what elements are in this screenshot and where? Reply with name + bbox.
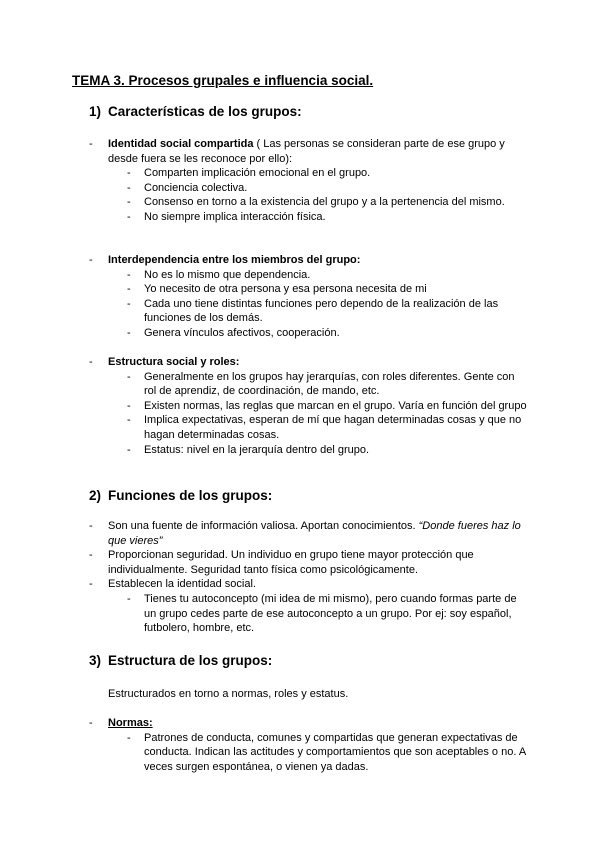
bullet-estructura-social: [89, 355, 529, 457]
sub-list-item: [89, 195, 529, 210]
bullet-dash: -: [127, 196, 131, 209]
funciones-list: [89, 519, 529, 636]
bullet-dash: -: [127, 268, 131, 281]
sub-item-text: Comparten implicación emocional en el grupo.: [144, 167, 371, 180]
sub-item-text: Conciencia colectiva.: [144, 181, 248, 194]
bullet-dash: -: [127, 443, 131, 456]
bullet-dash: -: [127, 731, 131, 744]
sub-list-item: [89, 443, 529, 458]
sub-list-item: [89, 370, 529, 399]
bullet-dash: -: [127, 370, 131, 383]
bullet-dash: -: [89, 254, 93, 266]
sub-item-text: No es lo mismo que dependencia.: [144, 268, 311, 281]
document-title: TEMA 3. Procesos grupales e influencia social.: [72, 73, 374, 88]
bullet-dash: -: [127, 167, 131, 180]
bullet-dash: -: [89, 138, 93, 150]
item-heading: Normas:: [108, 717, 153, 729]
bullet-dash: -: [89, 520, 93, 532]
section-heading-1: [89, 103, 302, 121]
list-item: [89, 577, 529, 592]
sub-item-text: Implica expectativas, esperan de mí que hagan determinadas cosas y que no hagan determinadas cosas.: [144, 414, 522, 441]
list-item: [89, 716, 529, 731]
item-text: Son una fuente de información valiosa. Aportan conocimientos.: [108, 520, 419, 532]
bullet-interdependencia: [89, 253, 529, 341]
sub-list-item: [89, 268, 529, 283]
sub-item-text: Tienes tu autoconcepto (mi idea de mi mismo), pero cuando formas parte de un grupo cedes parte de ese autoconcepto a un grupo. Por ej: soy español, futbolero, hombre, etc.: [144, 592, 517, 635]
bullet-dash: -: [89, 717, 93, 729]
item-text: ( Las personas se consideran parte de ese grupo y desde fuera se les reconoce por ello):: [108, 138, 505, 165]
section-heading-2: [89, 487, 272, 505]
sub-item-text: Existen normas, las reglas que marcan en el grupo. Varía en función del grupo: [144, 399, 527, 412]
sub-list-item: [89, 592, 529, 636]
sub-item-text: Genera vínculos afectivos, cooperación.: [144, 326, 340, 339]
sub-item-text: Yo necesito de otra persona y esa persona necesita de mi: [144, 283, 427, 296]
sub-item-text: No siempre implica interacción física.: [144, 210, 326, 223]
quote-text: “Donde fueres haz lo que vieres”: [108, 520, 521, 547]
bullet-dash: -: [89, 549, 93, 562]
sub-item-text: Cada uno tiene distintas funciones pero dependo de la realización de las funciones de los demás.: [144, 297, 499, 325]
list-item: [89, 137, 529, 166]
sub-list-item: [89, 297, 529, 326]
section-number: 1): [89, 104, 102, 119]
section-heading-3: [89, 652, 272, 670]
sub-list-item: [89, 326, 529, 341]
bullet-normas: [89, 716, 529, 774]
section-number: 2): [89, 488, 102, 503]
item-heading: Interdependencia entre los miembros del grupo:: [108, 254, 361, 266]
bullet-dash: -: [127, 181, 131, 194]
list-item: [89, 548, 529, 577]
item-text: Establecen la identidad social.: [108, 578, 256, 591]
sub-list-item: [89, 181, 529, 196]
sub-list-item: [89, 210, 529, 225]
bullet-dash: -: [89, 356, 93, 368]
sub-list-item: [89, 731, 529, 775]
sub-list-item: [89, 166, 529, 181]
bullet-dash: -: [127, 592, 131, 605]
bullet-dash: -: [127, 326, 131, 339]
item-heading: Identidad social compartida: [108, 138, 254, 150]
bullet-dash: -: [127, 283, 131, 296]
sub-item-text: Consenso en torno a la existencia del grupo y a la pertenencia del mismo.: [144, 196, 505, 209]
item-text: Proporcionan seguridad. Un individuo en grupo tiene mayor protección que individualmente. Seguridad tanto física como psicológicamente.: [108, 549, 474, 576]
sub-item-text: Generalmente en los grupos hay jerarquías, con roles diferentes. Gente con rol de aprendiz, de coordinación, de mando, etc.: [144, 370, 515, 398]
section-title: Características de los grupos:: [108, 104, 302, 119]
list-item: [89, 519, 529, 548]
sub-list-item: [89, 399, 529, 414]
list-item: [89, 355, 529, 370]
sub-item-text: Patrones de conducta, comunes y compartidas que generan expectativas de conducta. Indican las actitudes y comportamientos que son aceptables o no. A veces surgen espontánea, o vienen ya dadas.: [144, 731, 526, 773]
bullet-dash: -: [127, 414, 131, 427]
estructura-intro: [89, 687, 529, 702]
section-title: Funciones de los grupos:: [108, 488, 273, 503]
bullet-dash: -: [127, 210, 131, 223]
sub-list-item: [89, 413, 529, 442]
section-number: 3): [89, 653, 102, 668]
list-item: [89, 253, 529, 268]
item-heading: Estructura social y roles:: [108, 356, 240, 368]
section-title: Estructura de los grupos:: [108, 653, 273, 668]
paragraph: Estructurados en torno a normas, roles y estatus.: [108, 688, 349, 700]
bullet-identidad: [89, 137, 529, 225]
bullet-dash: -: [127, 399, 131, 412]
bullet-dash: -: [89, 578, 93, 591]
sub-item-text: Estatus: nivel en la jerarquía dentro del grupo.: [144, 443, 370, 456]
sub-list-item: [89, 282, 529, 297]
bullet-dash: -: [127, 297, 131, 310]
